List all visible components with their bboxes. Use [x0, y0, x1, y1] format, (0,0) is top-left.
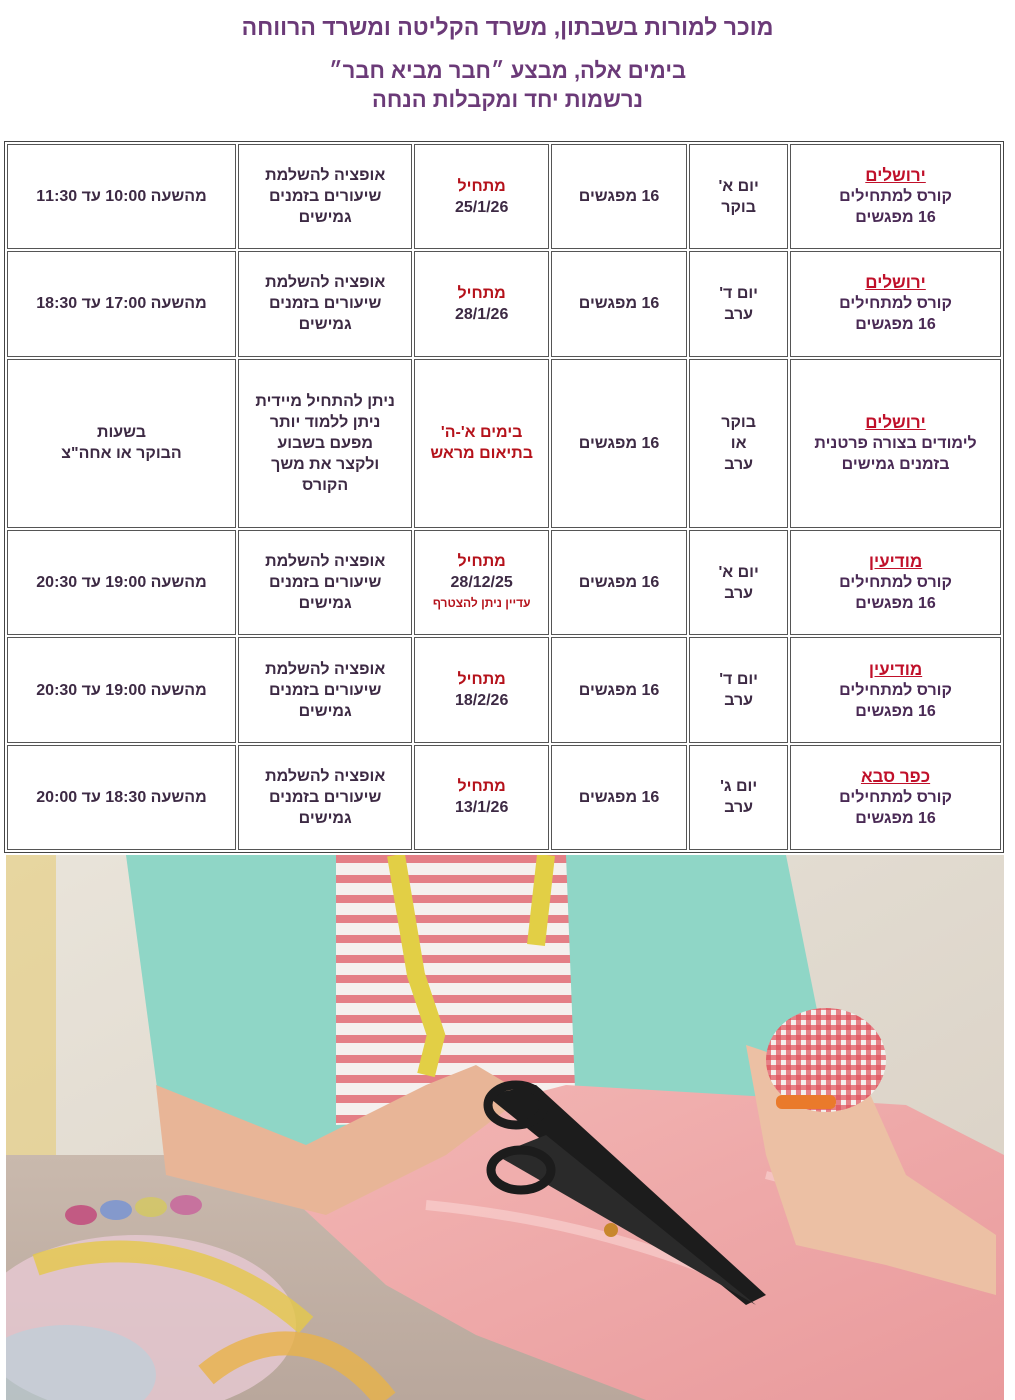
count-cell: 16 מפגשים: [551, 745, 687, 850]
start-label: מתחיל: [457, 778, 506, 796]
start-cell: [414, 144, 549, 249]
meetings-note: 16 מפגשים: [855, 809, 936, 827]
time-of-day: ערב: [724, 799, 754, 817]
option-line: גמישים: [298, 702, 352, 720]
hours-cell: [7, 359, 236, 528]
count-cell: 16 מפגשים: [551, 359, 687, 528]
city-link[interactable]: מודיעין: [868, 659, 923, 679]
option-line: ולקצר את משך: [271, 455, 380, 473]
hours-cell: מהשעה 19:00 עד 20:30: [7, 530, 236, 635]
hours-cell: מהשעה 17:00 עד 18:30: [7, 251, 236, 356]
option-line: אופציה להשלמת: [265, 167, 386, 185]
table-row: [7, 251, 1001, 356]
count-cell: 16 מפגשים: [551, 251, 687, 356]
day-label: יום ד': [719, 671, 758, 688]
start-label: מתחיל: [457, 671, 506, 688]
day-cell: [689, 144, 788, 249]
option-cell: [238, 251, 412, 356]
option-cell: [238, 144, 412, 249]
option-line: שיעורים בזמנים: [268, 295, 382, 313]
option-line: שיעורים בזמנים: [268, 788, 382, 806]
header-line-1: מוכר למורות בשבתון, משרד הקליטה ומשרד הרווחה: [241, 14, 774, 40]
start-label: מתחיל: [457, 553, 506, 571]
time-of-day: ערב: [724, 305, 754, 323]
start-date: 18/2/26: [454, 692, 509, 709]
course-name: קורס למתחילים: [839, 295, 952, 313]
start-cell: [414, 745, 549, 850]
day-cell: [689, 359, 788, 528]
start-cell: [414, 637, 549, 742]
start-label: מתחיל: [457, 177, 506, 195]
city-link[interactable]: ירושלים: [865, 412, 926, 432]
table-row: [7, 745, 1001, 850]
page-header: [0, 0, 1015, 140]
hours-cell: מהשעה 10:00 עד 11:30: [7, 144, 236, 249]
option-line: אופציה להשלמת: [265, 274, 386, 292]
hours-line: בשעות: [96, 424, 146, 442]
start-date: 25/1/26: [454, 198, 509, 216]
start-cell: [414, 359, 549, 528]
city-link[interactable]: כפר סבא: [860, 766, 931, 786]
option-line: ניתן ללמוד יותר: [269, 413, 381, 431]
meetings-note: 16 מפגשים: [855, 209, 936, 227]
header-line-3: נרשמות יחד ומקבלות הנחה: [371, 87, 644, 112]
hours-cell: מהשעה 19:00 עד 20:30: [7, 637, 236, 742]
day-cell: [689, 745, 788, 850]
option-line: גמישים: [298, 209, 352, 227]
place-cell: [790, 251, 1001, 356]
option-line: גמישים: [298, 809, 352, 827]
day-label: יום א': [718, 177, 759, 195]
place-cell: [790, 745, 1001, 850]
day-cell: [689, 637, 788, 742]
course-name: קורס למתחילים: [839, 574, 952, 592]
option-line: שיעורים בזמנים: [268, 188, 382, 206]
city-link[interactable]: מודיעין: [868, 552, 923, 572]
course-name: קורס למתחילים: [839, 681, 952, 699]
sewing-photo: [6, 855, 1004, 1400]
time-of-day: ערב: [724, 455, 754, 473]
option-line: שיעורים בזמנים: [268, 574, 382, 592]
time-of-day: בוקר: [721, 198, 756, 216]
time-of-day: ערב: [724, 692, 754, 709]
course-name: קורס למתחילים: [839, 788, 952, 806]
option-cell: [238, 530, 412, 635]
start-date: 28/1/26: [454, 305, 509, 323]
start-cell: [414, 530, 549, 635]
option-cell: [238, 359, 412, 528]
option-line: אופציה להשלמת: [265, 553, 386, 571]
place-cell: [790, 637, 1001, 742]
meetings-note: 16 מפגשים: [855, 316, 936, 334]
course-name: קורס למתחילים: [839, 188, 952, 206]
start-date: 28/12/25: [450, 574, 513, 592]
meetings-note: 16 מפגשים: [855, 595, 936, 613]
count-cell: 16 מפגשים: [551, 637, 687, 742]
count-cell: 16 מפגשים: [551, 144, 687, 249]
option-cell: [238, 637, 412, 742]
option-line: ניתן להתחיל מיידית: [255, 392, 395, 410]
option-line: אופציה להשלמת: [265, 767, 386, 785]
table-row: [7, 144, 1001, 249]
day-label-or: או: [730, 434, 747, 452]
meetings-note: 16 מפגשים: [855, 702, 936, 720]
option-line: שיעורים בזמנים: [268, 681, 382, 699]
place-cell: [790, 359, 1001, 528]
course-schedule-table: [4, 141, 1004, 853]
header-line-2: בימים אלה, מבצע ״חבר מביא חבר״: [328, 58, 687, 83]
city-link[interactable]: ירושלים: [865, 273, 926, 293]
day-label: יום א': [718, 563, 759, 581]
option-line: מפעם בשבוע: [277, 434, 374, 452]
place-cell: [790, 144, 1001, 249]
city-link[interactable]: ירושלים: [865, 166, 926, 186]
hours-line: הבוקר או אחה"צ: [61, 445, 182, 463]
option-line: הקורס: [302, 476, 349, 494]
day-label: יום ד': [719, 284, 758, 302]
option-cell: [238, 745, 412, 850]
time-of-day: ערב: [724, 584, 754, 602]
course-name: לימודים בצורה פרטנית: [814, 434, 977, 452]
table-row: [7, 359, 1001, 528]
hours-cell: מהשעה 18:30 עד 20:00: [7, 745, 236, 850]
option-line: גמישים: [298, 595, 352, 613]
count-cell: 16 מפגשים: [551, 530, 687, 635]
option-line: אופציה להשלמת: [265, 660, 386, 678]
start-note: עדיין ניתן להצטרף: [432, 596, 531, 611]
start-date: בתיאום מראש: [430, 445, 533, 463]
day-label: יום ג': [720, 778, 758, 796]
day-cell: [689, 530, 788, 635]
start-label: בימים א'-ה': [440, 424, 523, 442]
start-cell: [414, 251, 549, 356]
sewing-photo-illustration: [6, 855, 1004, 1400]
start-label: מתחיל: [457, 284, 506, 302]
table-row: [7, 637, 1001, 742]
place-cell: [790, 530, 1001, 635]
start-date: 13/1/26: [454, 799, 509, 817]
table-row: [7, 530, 1001, 635]
option-line: גמישים: [298, 316, 352, 334]
day-cell: [689, 251, 788, 356]
meetings-note: בזמנים גמישים: [841, 455, 950, 473]
day-label: בוקר: [721, 413, 756, 431]
